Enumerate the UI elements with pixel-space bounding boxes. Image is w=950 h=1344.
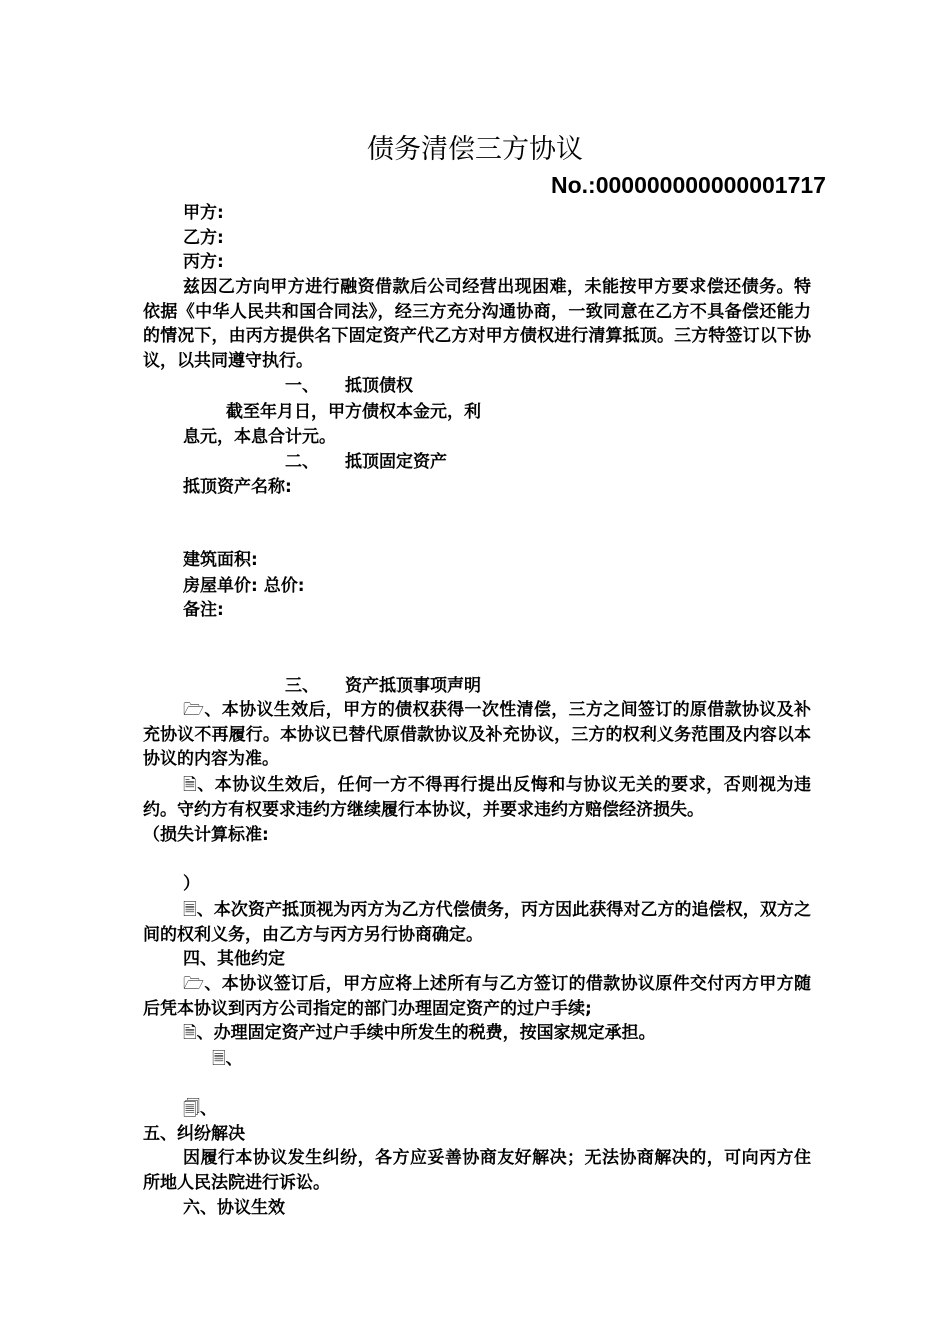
section-4-item-1-text: 、本协议签订后，甲方应将上述所有与乙方签订的借款协议原件交付丙方甲方随后凭本协议到丙方公司指定的部门办理固定资产的过户手续;: [143, 974, 811, 1019]
section-4-item-3: [212, 1047, 243, 1071]
section-2-number: 二、: [285, 452, 319, 472]
loss-standard-close: ）: [183, 874, 200, 894]
section-4-item-4-text: 、: [199, 1099, 217, 1119]
section-1-heading: 抵顶债权: [345, 376, 413, 396]
section-4-item-2-text: 、办理固定资产过户手续中所发生的税费，按国家规定承担。: [196, 1023, 656, 1043]
party-b-label: 乙方:: [183, 228, 224, 248]
section-3-item-2: [143, 773, 811, 822]
section-1-line-2: 息元，本息合计元。: [183, 427, 336, 447]
price-label: 房屋单价: 总价:: [183, 576, 305, 596]
section-4-item-2: [183, 1021, 656, 1045]
section-3-item-3-text: 、本次资产抵顶视为丙方为乙方代偿债务，丙方因此获得对乙方的追偿权，双方之间的权利义务，由乙方与丙方另行协商确定。: [143, 900, 811, 945]
folder-icon: 🗁: [183, 974, 205, 994]
document-title: 债务清偿三方协议: [367, 134, 583, 165]
documents-icon: 🗐: [183, 1099, 200, 1119]
section-5-text: 因履行本协议发生纠纷，各方应妥善协商友好解决；无法协商解决的，可向丙方住所地人民法院进行诉讼。: [143, 1148, 811, 1193]
section-3-item-2-text: 、本协议生效后，任何一方不得再行提出反悔和与协议无关的要求，否则视为违约。守约方有权要求违约方继续履行本协议，并要求违约方赔偿经济损失。: [143, 775, 812, 820]
section-4-heading: 四、其他约定: [183, 949, 285, 969]
document-icon: 🗎: [183, 775, 198, 795]
section-2-heading: 抵顶固定资产: [345, 452, 447, 472]
section-3-item-1: [143, 698, 811, 772]
page-icon: 🗏: [212, 1049, 226, 1069]
folder-icon: 🗁: [183, 700, 205, 720]
section-1-line-1: 截至年月日，甲方债权本金元，利: [226, 402, 481, 422]
party-a-label: 甲方:: [183, 203, 224, 223]
party-c-label: 丙方:: [183, 252, 224, 272]
document-icon: 🗎: [183, 1023, 197, 1043]
section-5-heading: 五、纠纷解决: [143, 1124, 245, 1144]
section-3-heading: 资产抵顶事项声明: [345, 676, 481, 696]
intro-paragraph: 兹因乙方向甲方进行融资借款后公司经营出现困难，未能按甲方要求偿还债务。特依据《中华人民共和国合同法》，经三方充分沟通协商，一致同意在乙方不具备偿还能力的情况下，由丙方提供名下固定资产代乙方对甲方债权进行清算抵顶。三方特签订以下协议，以共同遵守执行。: [143, 277, 811, 371]
section-4-item-4: [183, 1097, 217, 1121]
asset-name-label: 抵顶资产名称:: [183, 477, 292, 497]
section-6-heading: 六、协议生效: [183, 1198, 285, 1218]
remark-label: 备注:: [183, 600, 224, 620]
section-1-number: 一、: [285, 376, 319, 396]
section-4-item-3-text: 、: [225, 1049, 243, 1069]
loss-standard-open: （损失计算标准:: [143, 825, 269, 845]
section-3-item-3: [143, 898, 811, 947]
area-label: 建筑面积:: [183, 550, 258, 570]
document-number: No.:000000000000001717: [551, 172, 826, 198]
page-icon: 🗏: [183, 900, 197, 920]
section-4-item-1: [143, 972, 811, 1021]
section-3-number: 三、: [285, 676, 319, 696]
section-3-item-1-text: 、本协议生效后，甲方的债权获得一次性清偿，三方之间签订的原借款协议及补充协议不再履行。本协议已替代原借款协议及补充协议，三方的权利义务范围及内容以本协议的内容为准。: [143, 700, 811, 769]
